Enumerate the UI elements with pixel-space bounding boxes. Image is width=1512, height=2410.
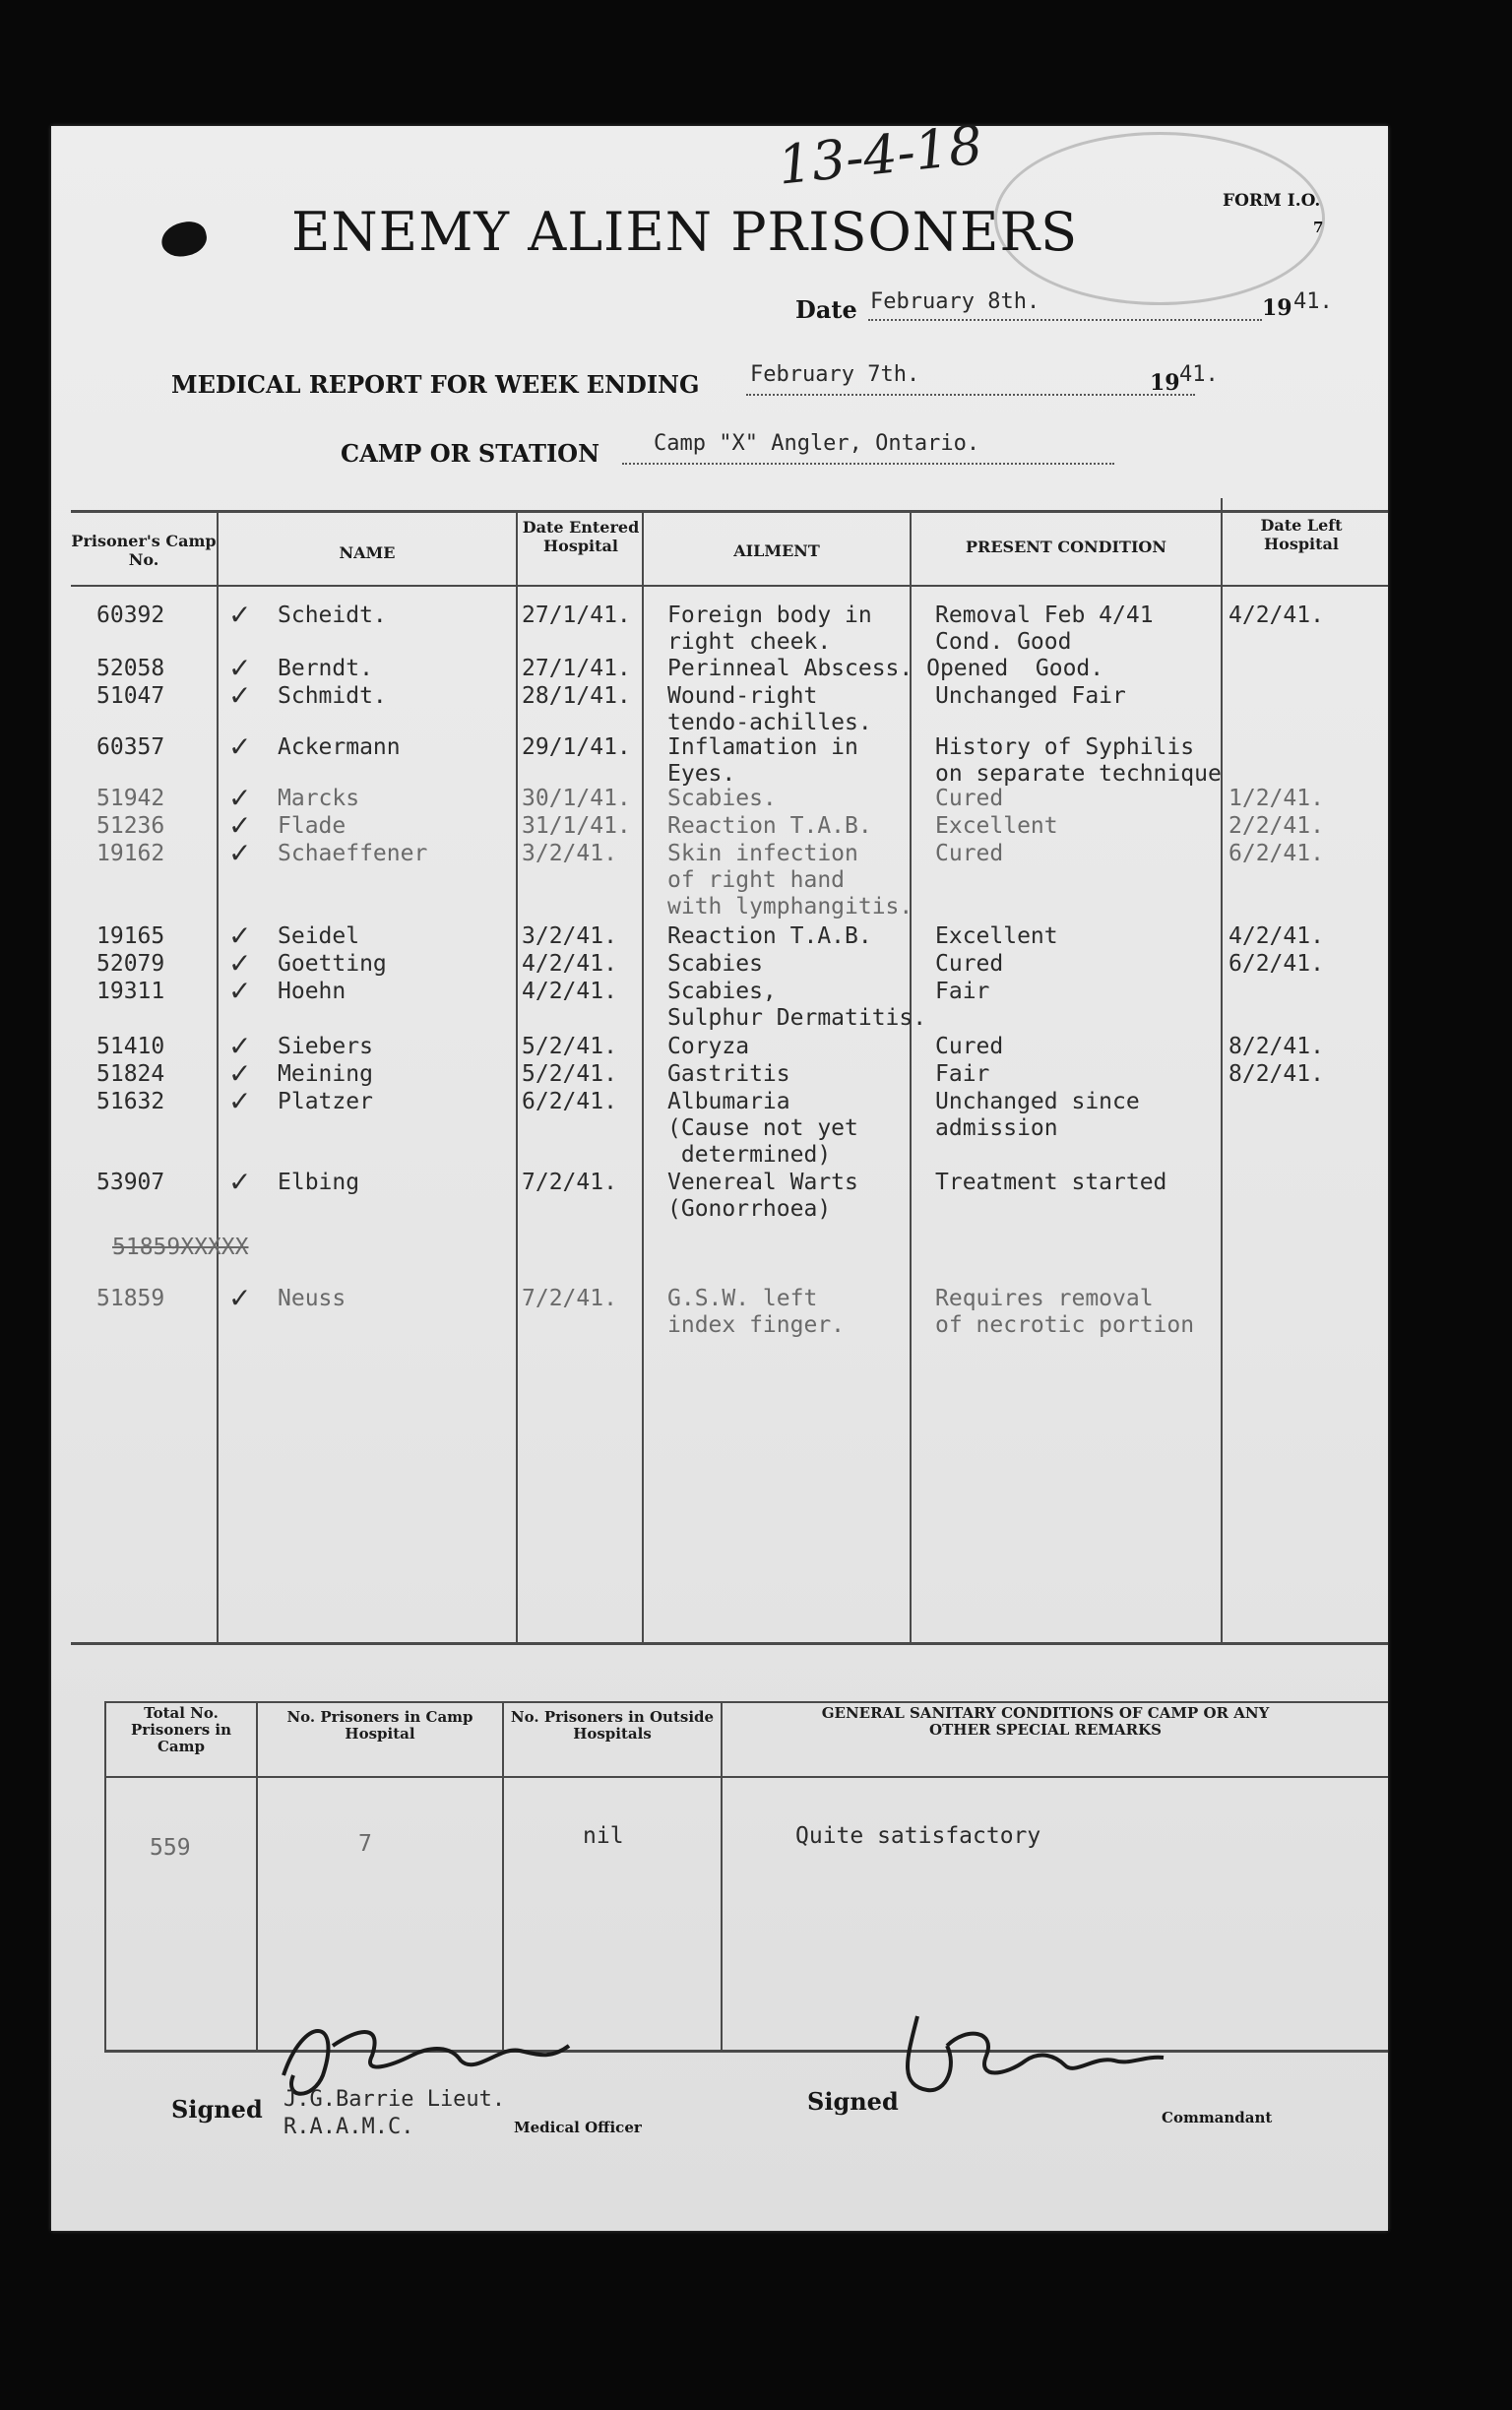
summary-header-remarks: GENERAL SANITARY CONDITIONS OF CAMP OR ANY OTHER SPECIAL REMARKS [821, 1704, 1270, 1739]
prisoner-name: Flade [278, 813, 346, 839]
week-label: MEDICAL REPORT FOR WEEK ENDING [171, 370, 700, 399]
date-entered: 31/1/41. [522, 813, 631, 839]
date-left: 4/2/41. [1228, 602, 1324, 628]
signed-label-officer: Signed [171, 2095, 263, 2124]
ailment: G.S.W. left index finger. [667, 1286, 846, 1338]
prisoner-name: Scheidt. [278, 602, 387, 628]
present-condition: Treatment started [935, 1170, 1167, 1195]
date-entered: 3/2/41. [522, 841, 617, 866]
present-condition: Cured [935, 786, 1004, 811]
prisoner-name: Neuss [278, 1286, 346, 1311]
week-value: February 7th. [750, 362, 920, 387]
date-entered: 7/2/41. [522, 1170, 617, 1195]
date-entered: 4/2/41. [522, 979, 617, 1004]
prisoner-name: Seidel [278, 923, 360, 949]
commandant-title: Commandant [1162, 2109, 1273, 2126]
camp-number: 51236 [96, 813, 165, 839]
prisoner-name: Ackermann [278, 734, 401, 760]
header-date-left: Date Left Hospital [1260, 516, 1343, 553]
check-mark-icon: ✓ [228, 975, 252, 1007]
date-entered: 28/1/41. [522, 683, 631, 709]
date-left: 8/2/41. [1228, 1034, 1324, 1059]
week-year: 41. [1179, 362, 1219, 387]
check-mark-icon: ✓ [228, 1282, 252, 1314]
prisoner-name: Elbing [278, 1170, 360, 1195]
date-year-prefix: 19 [1262, 295, 1292, 321]
present-condition: Unchanged Fair [935, 683, 1126, 709]
ailment: Scabies [667, 951, 763, 977]
date-entered: 29/1/41. [522, 734, 631, 760]
prisoner-name: Platzer [278, 1089, 373, 1114]
header-date-entered: Date Entered Hospital [522, 518, 640, 555]
present-condition: Fair [935, 1061, 990, 1087]
date-left: 6/2/41. [1228, 951, 1324, 977]
prisoner-name: Siebers [278, 1034, 373, 1059]
prisoner-name: Goetting [278, 951, 387, 977]
summary-header-outside: No. Prisoners in Outside Hospitals [510, 1708, 715, 1743]
ailment: Gastritis [667, 1061, 790, 1087]
ailment: Coryza [667, 1034, 750, 1059]
check-mark-icon: ✓ [228, 730, 252, 763]
check-mark-icon: ✓ [228, 652, 252, 684]
camp-label: CAMP OR STATION [341, 439, 600, 468]
present-condition: History of Syphilis on separate technique [935, 734, 1222, 787]
header-name: NAME [339, 543, 396, 562]
date-entered: 30/1/41. [522, 786, 631, 811]
present-condition: Cured [935, 1034, 1004, 1059]
ailment: Reaction T.A.B. [667, 923, 872, 949]
summary-header-total: Total No. Prisoners in Camp [131, 1704, 231, 1755]
prisoner-name: Schmidt. [278, 683, 387, 709]
struck-entry: 51859XXXXX [112, 1235, 249, 1260]
check-mark-icon: ✓ [228, 920, 252, 952]
summary-remarks: Quite satisfactory [795, 1823, 1041, 1849]
ailment: Albumaria (Cause not yet determined) [667, 1089, 858, 1168]
officer-unit: R.A.A.M.C. [284, 2115, 414, 2139]
ailment: Foreign body in right cheek. [667, 602, 872, 655]
camp-number: 60357 [96, 734, 165, 760]
ailment: Reaction T.A.B. [667, 813, 872, 839]
ailment: Venereal Warts (Gonorrhoea) [667, 1170, 858, 1222]
week-rule [746, 394, 1195, 396]
camp-number: 52058 [96, 656, 165, 681]
present-condition: Cured [935, 841, 1004, 866]
date-value: February 8th. [870, 289, 1040, 314]
ailment: Perinneal Abscess. Opened Good. [667, 656, 1104, 681]
camp-value: Camp "X" Angler, Ontario. [654, 431, 980, 456]
camp-number: 51632 [96, 1089, 165, 1114]
page-title: ENEMY ALIEN PRISONERS [291, 201, 1079, 263]
camp-number: 51047 [96, 683, 165, 709]
ailment: Inflamation in Eyes. [667, 734, 858, 787]
prisoner-name: Schaeffener [278, 841, 428, 866]
date-left: 8/2/41. [1228, 1061, 1324, 1087]
ailment: Scabies, Sulphur Dermatitis. [667, 979, 927, 1031]
date-entered: 27/1/41. [522, 656, 631, 681]
form-sub: 7 [1313, 219, 1324, 236]
camp-number: 19162 [96, 841, 165, 866]
present-condition: Fair [935, 979, 990, 1004]
date-left: 4/2/41. [1228, 923, 1324, 949]
header-ailment: AILMENT [733, 541, 820, 560]
present-condition: Requires removal of necrotic portion [935, 1286, 1195, 1338]
date-entered: 5/2/41. [522, 1061, 617, 1087]
camp-number: 51410 [96, 1034, 165, 1059]
present-condition: Excellent [935, 923, 1058, 949]
camp-number: 53907 [96, 1170, 165, 1195]
check-mark-icon: ✓ [228, 1085, 252, 1117]
prisoner-name: Marcks [278, 786, 360, 811]
present-condition: Excellent [935, 813, 1058, 839]
check-mark-icon: ✓ [228, 1057, 252, 1090]
check-mark-icon: ✓ [228, 679, 252, 712]
check-mark-icon: ✓ [228, 837, 252, 869]
camp-number: 60392 [96, 602, 165, 628]
ailment: Scabies. [667, 786, 777, 811]
prisoner-name: Meining [278, 1061, 373, 1087]
present-condition: Cured [935, 951, 1004, 977]
camp-rule [622, 463, 1114, 465]
camp-number: 19311 [96, 979, 165, 1004]
header-condition: PRESENT CONDITION [966, 538, 1166, 556]
camp-number: 51942 [96, 786, 165, 811]
summary-total: 559 [150, 1835, 191, 1861]
date-left: 6/2/41. [1228, 841, 1324, 866]
camp-number: 51859 [96, 1286, 165, 1311]
summary-outside: nil [583, 1823, 624, 1849]
ailment: Wound-right tendo-achilles. [667, 683, 872, 735]
date-left: 2/2/41. [1228, 813, 1324, 839]
camp-number: 19165 [96, 923, 165, 949]
check-mark-icon: ✓ [228, 947, 252, 980]
date-entered: 3/2/41. [522, 923, 617, 949]
check-mark-icon: ✓ [228, 809, 252, 842]
date-entered: 5/2/41. [522, 1034, 617, 1059]
signed-label-commandant: Signed [807, 2087, 899, 2116]
officer-title: Medical Officer [514, 2119, 642, 2136]
summary-camp-hospital: 7 [358, 1831, 372, 1857]
leaf-ornament-icon [158, 219, 210, 261]
ailment: Skin infection of right hand with lymphangitis. [667, 841, 914, 920]
date-entered: 4/2/41. [522, 951, 617, 977]
check-mark-icon: ✓ [228, 1166, 252, 1198]
officer-name: J.G.Barrie Lieut. [284, 2087, 506, 2112]
handwritten-reference: 13-4-18 [775, 113, 986, 197]
prisoner-name: Berndt. [278, 656, 373, 681]
date-year: 41. [1293, 289, 1333, 314]
date-entered: 6/2/41. [522, 1089, 617, 1114]
summary-header-camp-hospital: No. Prisoners in Camp Hospital [286, 1708, 473, 1743]
date-rule [868, 319, 1262, 321]
present-condition: Removal Feb 4/41 Cond. Good [935, 602, 1154, 655]
prisoner-name: Hoehn [278, 979, 346, 1004]
check-mark-icon: ✓ [228, 1030, 252, 1062]
form-sheet [51, 113, 1388, 2231]
date-entered: 27/1/41. [522, 602, 631, 628]
header-camp-no: Prisoner's Camp No. [71, 532, 217, 569]
date-label: Date [795, 295, 857, 324]
form-id: FORM I.O. [1223, 191, 1321, 211]
present-condition: Unchanged since admission [935, 1089, 1140, 1141]
check-mark-icon: ✓ [228, 782, 252, 814]
camp-number: 51824 [96, 1061, 165, 1087]
date-left: 1/2/41. [1228, 786, 1324, 811]
date-entered: 7/2/41. [522, 1286, 617, 1311]
camp-number: 52079 [96, 951, 165, 977]
week-year-prefix: 19 [1150, 370, 1180, 396]
commandant-signature [878, 1997, 1252, 2115]
check-mark-icon: ✓ [228, 599, 252, 631]
